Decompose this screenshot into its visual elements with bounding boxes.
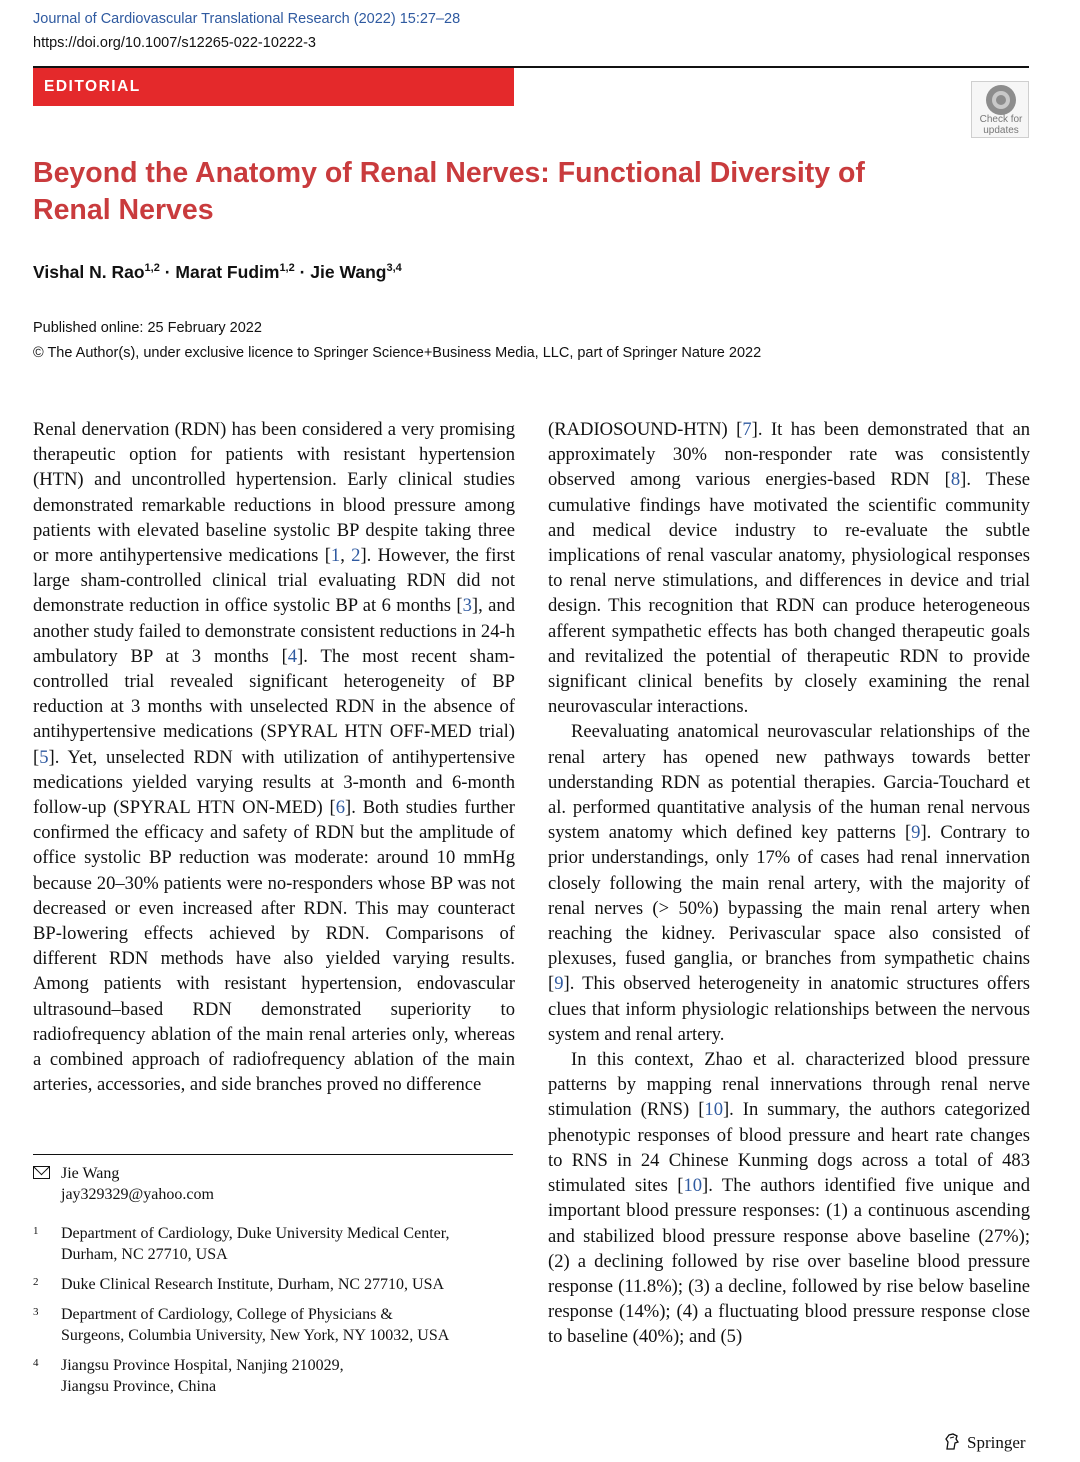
body-text: ]. Yet, unselected RDN with utilization of antihypertensive medications yielded varying results at 3-month and 6-month follow-up (SPYRAL HTN ON-MED) [: [33, 746, 515, 819]
body-text: ]. The authors identified five unique and important blood pressure responses: (1) a continuous ascending and stabilized blood pressure response above baseline (27%); (2) a declining followed by rise over baseline blood pressure response (11.8%); (3) a decline, followed by rise below baseline response (14%); (4) a fluctuating blood pressure response close to baseline (40%); and (5): [548, 1175, 1030, 1348]
affiliation-number: 4: [33, 1357, 39, 1369]
article-title: Beyond the Anatomy of Renal Nerves: Functional Diversity of Renal Nerves: [33, 157, 865, 226]
section-banner: [33, 68, 514, 106]
affiliation-number: 3: [33, 1306, 39, 1318]
body-text: ]. These cumulative findings have motivated the scientific community and medical device industry to re-evaluate the subtle implications of renal vascular anatomy, physiological responses to renal nerve stimulations, and differences in device and trial design. This recognition that RDN can produce heterogeneous afferent sympathetic effects has both changed therapeutic goals and revitalized the potential of therapeutic RDN to provide significant clinical benefits by closely examining the renal neurovascular interactions.: [548, 469, 1030, 718]
body-text: Reevaluating anatomical neurovascular relationships of the renal artery has opened new pathways towards better understanding RDN as potential therapies. Garcia-Touchard et al. performed quantitative analysis of the human renal nervous system anatomy which defined key patterns [: [548, 721, 1030, 844]
citation-link[interactable]: 2: [351, 545, 361, 567]
body-paragraph: [548, 719, 1030, 1047]
body-text: ]. The most recent sham-controlled trial revealed significant heterogeneity of BP reduction at 3 months with unselected RDN in the absence of antihypertensive medications (SPYRAL HTN OFF-MED trial) [: [33, 645, 516, 768]
affiliation-3: [33, 1305, 513, 1346]
body-text: In this context, Zhao et al. characterized blood pressure patterns by mapping renal innervations through renal nerve stimulation (RNS) [: [548, 1049, 1030, 1121]
affiliation-line: Jiangsu Province, China: [61, 1377, 217, 1395]
body-column-left: [33, 417, 515, 1097]
publisher-name: Springer: [967, 1433, 1026, 1452]
citation-link[interactable]: 6: [335, 797, 346, 819]
citation-link[interactable]: 1: [330, 545, 341, 567]
citation-link[interactable]: 9: [911, 822, 921, 844]
citation-link[interactable]: 8: [950, 469, 961, 491]
citation-link[interactable]: 9: [554, 973, 564, 995]
body-text: ]. In summary, the authors categorized phenotypic responses of blood pressure and heart rate changes to RNS in 24 Chinese Kunming dogs across a total of 483 stimulated sites [: [548, 1099, 1031, 1197]
body-text: ]. However, the first large sham-controlled clinical trial evaluating RDN did not demonstrate reduction in office systolic BP at 6 months [: [33, 545, 515, 617]
doi-link[interactable]: https://doi.org/10.1007/s12265-022-10222-3: [33, 35, 316, 51]
body-paragraph: [548, 417, 1030, 719]
body-text: ]. Contrary to prior understandings, only 17% of cases had renal innervation closely following the main renal artery, with the majority of renal nerves (> 50%) bypassing the main renal artery when reaching the kidney. Perivascular space also consisted of plexuses, fused ganglia, or branches from sympathetic chains [: [548, 822, 1030, 995]
copyright-notice: © The Author(s), under exclusive licence to Springer Science+Business Media, LLC, part of Springer Nature 2022: [33, 345, 762, 361]
affiliation-line: Surgeons, Columbia University, New York, NY 10032, USA: [61, 1326, 450, 1344]
affiliation-line: Durham, NC 27710, USA: [61, 1245, 228, 1263]
author-name[interactable]: Marat Fudim: [175, 262, 280, 282]
citation-link[interactable]: 7: [742, 419, 752, 440]
crossmark-icon: [986, 85, 1016, 115]
affiliation-number: 2: [33, 1276, 39, 1288]
footnote-rule: [33, 1154, 513, 1155]
affiliation-line: Department of Cardiology, College of Physicians &: [61, 1306, 393, 1323]
body-text: Renal denervation (RDN) has been considered a very promising therapeutic option for patients with resistant hypertension (HTN) and uncontrolled hypertension. Early clinical studies demonstrated remarkable reductions in blood pressure among patients with elevated baseline systolic BP despite taking three or more antihypertensive medications [: [33, 419, 515, 567]
citation-link[interactable]: 10: [704, 1099, 723, 1121]
affiliation-line: Jiangsu Province Hospital, Nanjing 210029,: [61, 1357, 344, 1374]
affiliation-2: [33, 1275, 513, 1296]
citation-link[interactable]: 10: [683, 1175, 703, 1197]
body-text: ,: [340, 545, 352, 567]
publisher-logo: [943, 1433, 1026, 1453]
author-separator: ·: [294, 262, 311, 282]
affiliation-line: Duke Clinical Research Institute, Durham, NC 27710, USA: [61, 1276, 445, 1293]
springer-horse-icon: [943, 1433, 961, 1451]
body-text: ]. It has been demonstrated that an approximately 30% non-responder rate was consistently observed among various energies-based RDN [: [548, 419, 1030, 491]
citation-link[interactable]: 4: [287, 645, 298, 667]
contact-name: Jie Wang: [61, 1165, 120, 1182]
author-name[interactable]: Jie Wang: [310, 262, 387, 282]
check-for-updates-button[interactable]: [971, 81, 1029, 138]
body-paragraph: [33, 417, 515, 1097]
body-text: (RADIOSOUND-HTN) [: [548, 419, 743, 440]
affiliation-4: [33, 1356, 513, 1397]
author-affiliation: 1,2: [279, 262, 295, 274]
author-list: [33, 262, 402, 283]
author-affiliation: 3,4: [386, 262, 402, 274]
body-text: ]. Both studies further confirmed the efficacy and safety of RDN but the amplitude of office systolic BP reduction was moderate: around 10 mmHg because 20–30% patients were no-responders whose BP was not decreased or even increased after RDN. This may counteract BP-lowering effects achieved by RDN. Comparisons of different RDN methods have also yielded varying results. Among patients with resistant hypertension, endovascular ultrasound–based RDN demonstrated superiority to radiofrequency ablation of the main renal arteries only, whereas a combined approach of radiofrequency ablation of the main arteries, accessories, and side branches proved no difference: [33, 797, 516, 1096]
affiliation-1: [33, 1224, 513, 1265]
check-label-line2: updates: [983, 125, 1019, 136]
affiliation-number: 1: [33, 1225, 39, 1237]
affiliation-line: Department of Cardiology, Duke University Medical Center,: [61, 1225, 450, 1242]
citation-link[interactable]: 5: [39, 746, 49, 768]
corresponding-author: [33, 1164, 513, 1205]
author-name[interactable]: Vishal N. Rao: [33, 262, 145, 282]
body-text: ], and another study failed to demonstrate consistent reductions in 24-h ambulatory BP at 3 months [: [33, 595, 515, 667]
body-text: ]. This observed heterogeneity in anatomic structures offers clues that inform physiologic relationships between the nervous system and renal artery.: [548, 973, 1030, 1045]
journal-citation[interactable]: Journal of Cardiovascular Translational Research (2022) 15:27–28: [33, 11, 461, 27]
check-label-line1: Check for: [979, 114, 1023, 125]
published-date: Published online: 25 February 2022: [33, 320, 262, 336]
section-label: EDITORIAL: [44, 78, 141, 95]
citation-link[interactable]: 3: [462, 595, 472, 617]
body-column-right: [548, 417, 1030, 1350]
author-affiliation: 1,2: [144, 262, 160, 274]
author-separator: ·: [159, 262, 176, 282]
envelope-icon: [33, 1166, 50, 1179]
body-paragraph: [548, 1047, 1030, 1349]
contact-email[interactable]: jay329329@yahoo.com: [61, 1185, 214, 1203]
